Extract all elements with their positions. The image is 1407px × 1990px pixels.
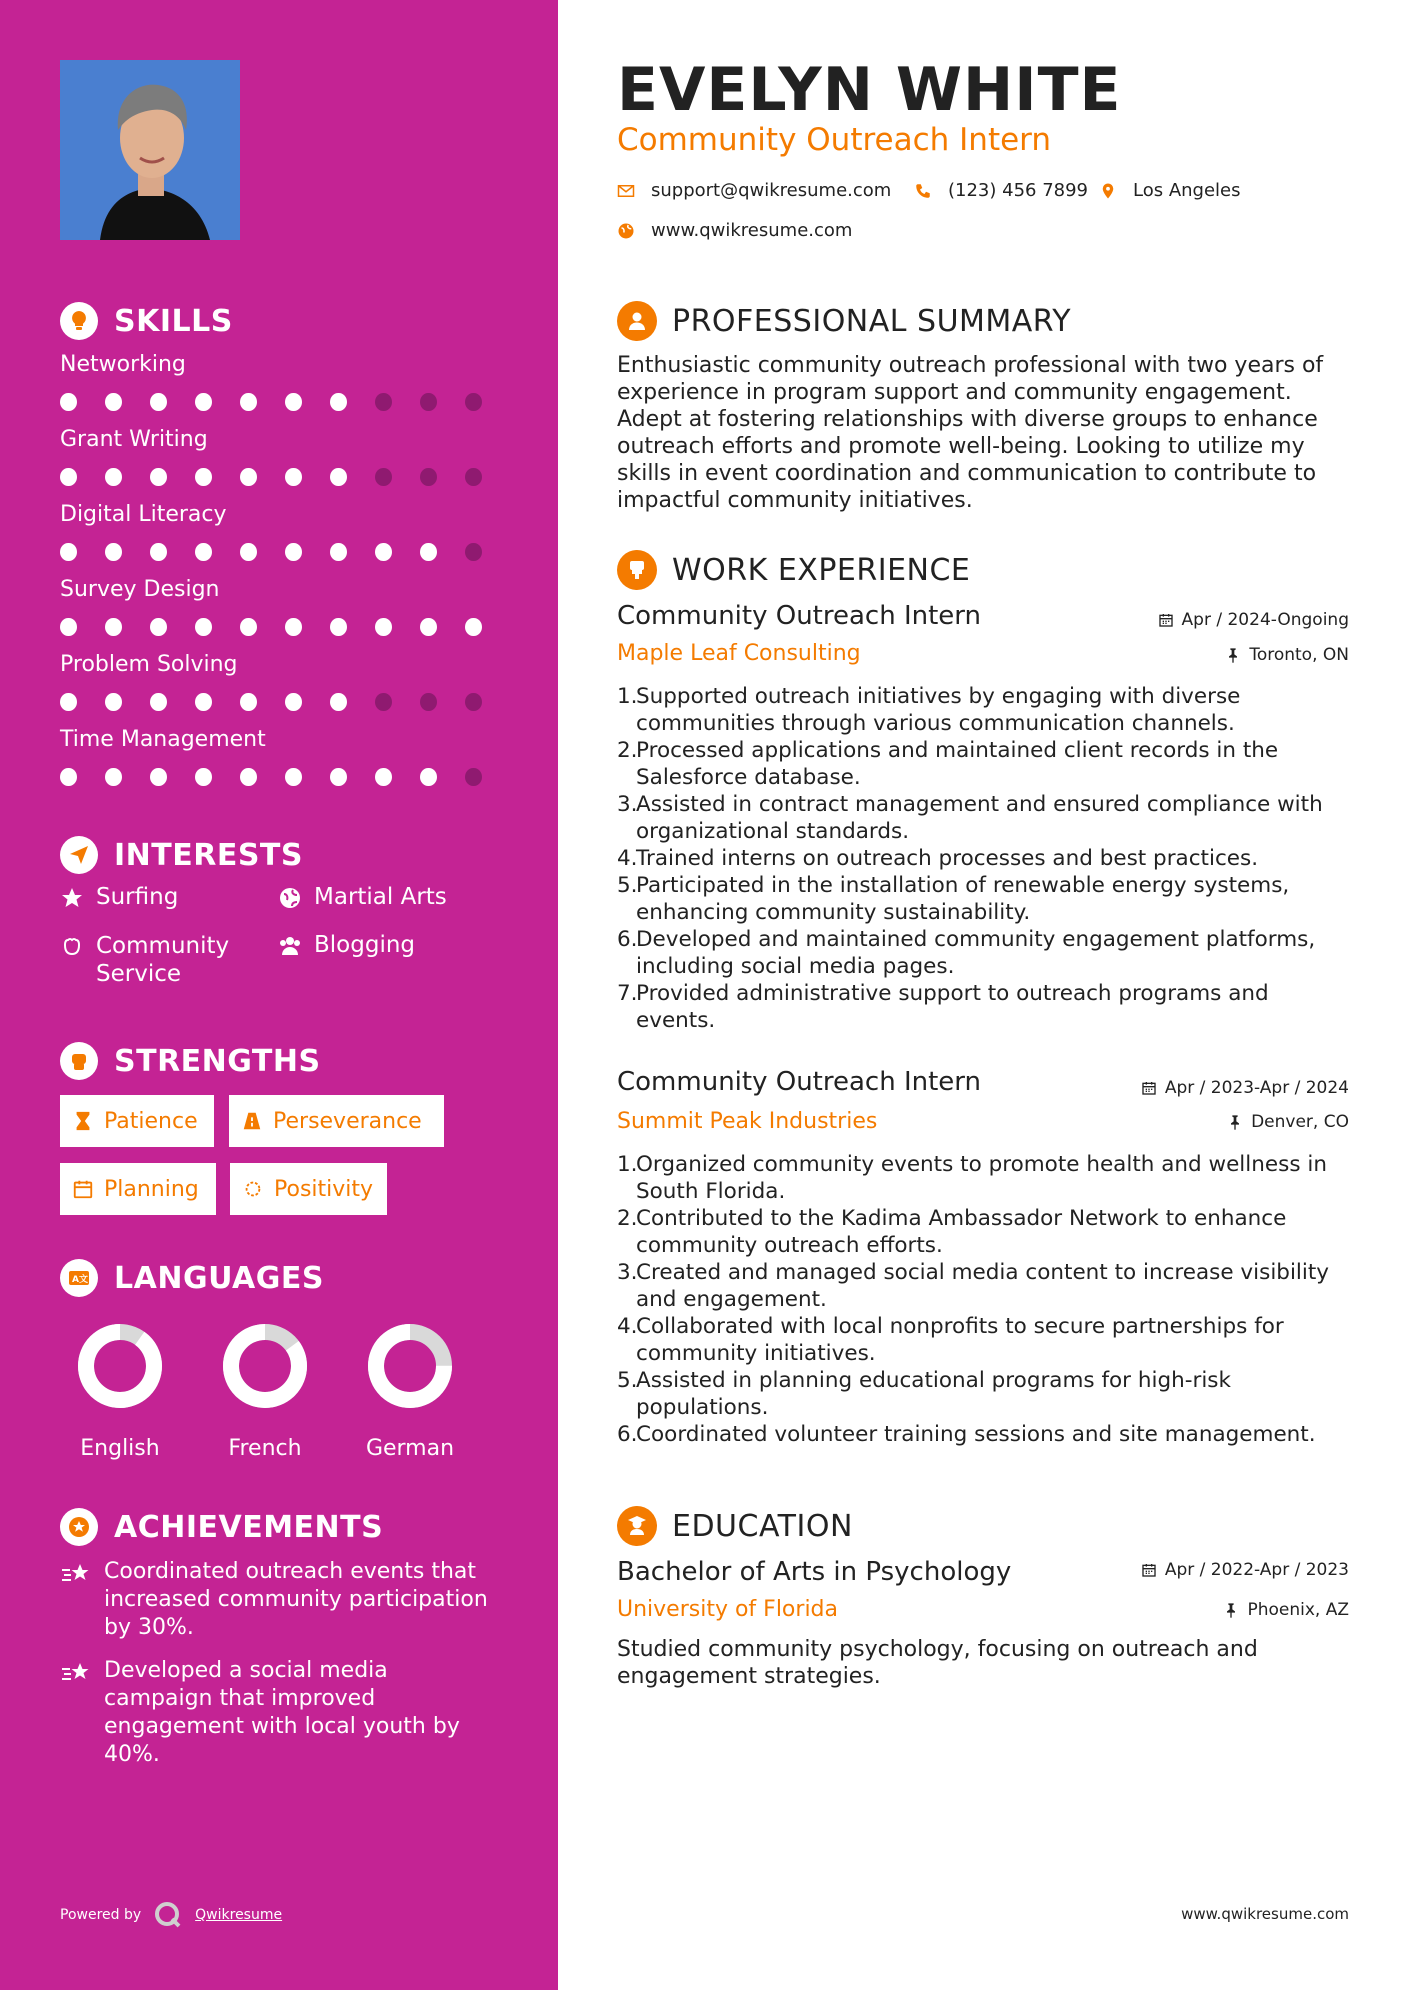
rating-dot-filled: [420, 543, 437, 561]
rating-dot-filled: [330, 468, 347, 486]
rating-dot-filled: [285, 618, 302, 636]
pushpin-icon: [1223, 1602, 1239, 1618]
skill-name: Networking: [60, 352, 186, 377]
calendar-icon: [1141, 1080, 1157, 1096]
job-bullet: [617, 737, 1352, 791]
bullet-number: 6.: [617, 1422, 638, 1447]
job-dates: Apr / 2024-Ongoing: [1158, 610, 1349, 630]
job-location: Toronto, ON: [1225, 645, 1349, 665]
language-item: [200, 1322, 330, 1461]
lightbulb-icon: [60, 302, 98, 340]
bullet-text: Developed and maintained community engagement platforms, including social media pages.: [636, 927, 1316, 979]
rating-dot-empty: [465, 393, 482, 411]
bullet-number: 5.: [617, 873, 638, 898]
skill-name: Digital Literacy: [60, 502, 227, 527]
skill-rating: [60, 393, 510, 411]
rating-dot-empty: [420, 468, 437, 486]
qwikresume-link[interactable]: Qwikresume: [195, 1907, 283, 1923]
globe-icon: [278, 886, 302, 916]
rating-dot-filled: [375, 618, 392, 636]
job-bullet: [617, 1151, 1352, 1205]
map-pin-icon: [1099, 182, 1117, 200]
rating-dot-empty: [420, 693, 437, 711]
graduation-icon: [617, 1506, 657, 1546]
language-ring-fill: [86, 1332, 154, 1400]
rating-dot-filled: [195, 393, 212, 411]
job-bullet: [617, 872, 1352, 926]
rating-dot-filled: [375, 768, 392, 786]
bullet-number: 5.: [617, 1368, 638, 1393]
rating-dot-filled: [330, 393, 347, 411]
job-bullet: [617, 683, 1352, 737]
person-name: EVELYN WHITE: [617, 55, 1122, 125]
job-dates: Apr / 2023-Apr / 2024: [1141, 1078, 1349, 1098]
rating-dot-filled: [195, 693, 212, 711]
achievement-item: Coordinated outreach events that increased community participation by 30%.: [60, 1558, 500, 1642]
rating-dot-filled: [330, 543, 347, 561]
rating-dot-filled: [285, 768, 302, 786]
rating-dot-filled: [60, 768, 77, 786]
rating-dot-filled: [150, 543, 167, 561]
job-bullet: [617, 845, 1352, 872]
job-bullet: [617, 1421, 1352, 1448]
person-role: Community Outreach Intern: [617, 122, 1052, 158]
fist-icon: [60, 1042, 98, 1080]
bullet-text: Assisted in contract management and ensured compliance with organizational standards.: [636, 792, 1323, 844]
calendar-icon: [1158, 612, 1174, 628]
rating-dot-filled: [105, 768, 122, 786]
bullet-text: Created and managed social media content to increase visibility and engagement.: [636, 1260, 1330, 1312]
user-icon: [617, 301, 657, 341]
rating-dot-filled: [240, 693, 257, 711]
skill-item: [60, 727, 510, 786]
rating-dot-filled: [330, 768, 347, 786]
job-bullet: [617, 791, 1352, 845]
bullet-number: 2.: [617, 1206, 638, 1231]
bullet-text: Assisted in planning educational programs for high-risk populations.: [636, 1368, 1231, 1420]
skill-rating: [60, 768, 510, 786]
rating-dot-filled: [285, 693, 302, 711]
paper-plane-icon: [60, 836, 98, 874]
strength-badge: Planning: [60, 1163, 216, 1215]
job-bullet: [617, 1367, 1352, 1421]
bullet-number: 3.: [617, 1260, 638, 1285]
strength-badge: Perseverance: [229, 1095, 444, 1147]
rating-dot-empty: [375, 393, 392, 411]
languages-heading: A文 LANGUAGES: [60, 1259, 324, 1297]
job-title: Community Outreach Intern: [617, 601, 982, 631]
education-description: Studied community psychology, focusing on outreach and engagement strategies.: [617, 1637, 1258, 1689]
job-title: Community Outreach Intern: [617, 1067, 982, 1097]
pushpin-icon: [1225, 647, 1241, 663]
language-name: French: [228, 1436, 302, 1461]
job-location: Denver, CO: [1227, 1112, 1349, 1132]
contact-email: support@qwikresume.com: [617, 180, 891, 201]
footer-url[interactable]: www.qwikresume.com: [1181, 1905, 1349, 1923]
bullet-text: Provided administrative support to outreach programs and events.: [636, 981, 1269, 1033]
skill-item: [60, 502, 510, 561]
achievements-heading: ACHIEVEMENTS: [60, 1508, 383, 1546]
rating-dot-empty: [465, 768, 482, 786]
rating-dot-filled: [195, 618, 212, 636]
users-icon: [278, 934, 302, 964]
strength-badge: Positivity: [230, 1163, 387, 1215]
rating-dot-filled: [60, 618, 77, 636]
strengths-heading: STRENGTHS: [60, 1042, 321, 1080]
degree-title: Bachelor of Arts in Psychology: [617, 1557, 1012, 1587]
rating-dot-filled: [375, 543, 392, 561]
skill-rating: [60, 618, 510, 636]
school-name: University of Florida: [617, 1597, 838, 1622]
interest-item: Surfing: [60, 884, 178, 916]
rating-dot-filled: [285, 468, 302, 486]
bullet-number: 6.: [617, 927, 638, 952]
rating-dot-filled: [60, 693, 77, 711]
bullet-number: 1.: [617, 684, 638, 709]
rating-dot-filled: [60, 468, 77, 486]
contact-location: Los Angeles: [1099, 180, 1241, 201]
rating-dot-filled: [330, 693, 347, 711]
job-bullet: [617, 1313, 1352, 1367]
bullet-number: 4.: [617, 1314, 638, 1339]
skill-item: [60, 352, 510, 411]
star-badge-icon: [60, 1508, 98, 1546]
road-icon: [241, 1110, 263, 1132]
language-item: [345, 1322, 475, 1461]
skill-item: [60, 427, 510, 486]
summary-text: Enthusiastic community outreach professional with two years of experience in program support and community engagement. Adept at fostering relationships with diverse groups to enhance outreach efforts and promote well-being. Looking to utilize my skills in event coordination and communication to contribute to impactful community initiatives.: [617, 353, 1324, 513]
skill-rating: [60, 543, 510, 561]
job-bullet: [617, 926, 1352, 980]
profile-photo: [60, 60, 240, 240]
bullet-text: Contributed to the Kadima Ambassador Network to enhance community outreach efforts.: [636, 1206, 1287, 1258]
contact-phone: (123) 456 7899: [914, 180, 1088, 201]
star-icon: [60, 886, 84, 916]
shooting-star-icon: [60, 1560, 92, 1592]
rating-dot-filled: [285, 393, 302, 411]
briefcase-icon: [617, 550, 657, 590]
contact-website: www.qwikresume.com: [617, 220, 852, 241]
job-bullet: [617, 980, 1352, 1034]
bullet-text: Supported outreach initiatives by engaging with diverse communities through various communication channels.: [636, 684, 1241, 736]
sidebar: [0, 0, 558, 1990]
pushpin-icon: [1227, 1114, 1243, 1130]
qwikresume-logo-icon: [153, 1900, 183, 1930]
achievement-item: Developed a social media campaign that improved engagement with local youth by 40%.: [60, 1657, 500, 1769]
rating-dot-empty: [375, 693, 392, 711]
rating-dot-filled: [330, 618, 347, 636]
rating-dot-filled: [465, 618, 482, 636]
skill-name: Time Management: [60, 727, 266, 752]
svg-text:A文: A文: [72, 1275, 88, 1285]
rating-dot-filled: [105, 618, 122, 636]
rating-dot-filled: [150, 768, 167, 786]
job-bullets: [617, 683, 1352, 1034]
translate-icon: [60, 1259, 98, 1297]
bullet-text: Processed applications and maintained client records in the Salesforce database.: [636, 738, 1279, 790]
rating-dot-filled: [195, 468, 212, 486]
bullet-number: 7.: [617, 981, 638, 1006]
rating-dot-filled: [105, 468, 122, 486]
calendar-icon: [1141, 1562, 1157, 1578]
bullet-number: 1.: [617, 1152, 638, 1177]
rating-dot-filled: [240, 543, 257, 561]
rating-dot-filled: [420, 618, 437, 636]
bullet-text: Collaborated with local nonprofits to secure partnerships for community initiatives.: [636, 1314, 1284, 1366]
language-ring: [221, 1322, 309, 1410]
rating-dot-empty: [465, 693, 482, 711]
skill-name: Survey Design: [60, 577, 220, 602]
rating-dot-filled: [420, 768, 437, 786]
language-ring: [366, 1322, 454, 1410]
rating-dot-empty: [465, 468, 482, 486]
skill-item: [60, 577, 510, 636]
interests-heading: INTERESTS: [60, 836, 303, 874]
rating-dot-filled: [105, 693, 122, 711]
phone-icon: [914, 182, 932, 200]
language-name: German: [365, 1436, 455, 1461]
bullet-text: Participated in the installation of renewable energy systems, enhancing community sustainability.: [636, 873, 1290, 925]
language-item: [55, 1322, 185, 1461]
education-dates: Apr / 2022-Apr / 2023: [1141, 1560, 1349, 1580]
skill-item: [60, 652, 510, 711]
rating-dot-filled: [105, 393, 122, 411]
rating-dot-empty: [420, 393, 437, 411]
job-bullet: [617, 1205, 1352, 1259]
language-ring: [76, 1322, 164, 1410]
rating-dot-filled: [240, 393, 257, 411]
rating-dot-filled: [240, 768, 257, 786]
education-heading: EDUCATION: [617, 1506, 853, 1546]
sun-icon: [242, 1178, 264, 1200]
company-name: Summit Peak Industries: [617, 1109, 878, 1134]
hand-icon: [60, 934, 84, 964]
shooting-star-icon: [60, 1659, 92, 1691]
bullet-text: Trained interns on outreach processes and best practices.: [636, 846, 1259, 871]
rating-dot-filled: [150, 618, 167, 636]
company-name: Maple Leaf Consulting: [617, 641, 861, 666]
rating-dot-filled: [60, 393, 77, 411]
rating-dot-filled: [150, 693, 167, 711]
strength-badge: Patience: [60, 1095, 214, 1147]
skills-heading: SKILLS: [60, 302, 233, 340]
rating-dot-filled: [195, 543, 212, 561]
bullet-number: 2.: [617, 738, 638, 763]
rating-dot-filled: [150, 393, 167, 411]
calendar-icon: [72, 1178, 94, 1200]
rating-dot-empty: [375, 468, 392, 486]
hourglass-icon: [72, 1110, 94, 1132]
bullet-text: Organized community events to promote health and wellness in South Florida.: [636, 1152, 1327, 1204]
skill-name: Grant Writing: [60, 427, 208, 452]
job-bullets: [617, 1151, 1352, 1448]
language-name: English: [80, 1436, 160, 1461]
rating-dot-empty: [465, 543, 482, 561]
rating-dot-filled: [285, 543, 302, 561]
rating-dot-filled: [240, 618, 257, 636]
skill-rating: [60, 468, 510, 486]
interest-item: Blogging: [278, 932, 415, 964]
rating-dot-filled: [195, 768, 212, 786]
skill-rating: [60, 693, 510, 711]
envelope-icon: [617, 182, 635, 200]
experience-heading: WORK EXPERIENCE: [617, 550, 970, 590]
rating-dot-filled: [60, 543, 77, 561]
interest-item: Martial Arts: [278, 884, 447, 916]
bullet-text: Coordinated volunteer training sessions and site management.: [636, 1422, 1316, 1447]
rating-dot-filled: [240, 468, 257, 486]
globe-icon: [617, 222, 635, 240]
skill-name: Problem Solving: [60, 652, 238, 677]
powered-by: Powered by Qwikresume: [60, 1900, 282, 1930]
rating-dot-filled: [150, 468, 167, 486]
education-location: Phoenix, AZ: [1223, 1600, 1349, 1620]
rating-dot-filled: [105, 543, 122, 561]
bullet-number: 3.: [617, 792, 638, 817]
interest-item: Community Service: [60, 932, 260, 988]
bullet-number: 4.: [617, 846, 638, 871]
job-bullet: [617, 1259, 1352, 1313]
summary-heading: PROFESSIONAL SUMMARY: [617, 301, 1071, 341]
